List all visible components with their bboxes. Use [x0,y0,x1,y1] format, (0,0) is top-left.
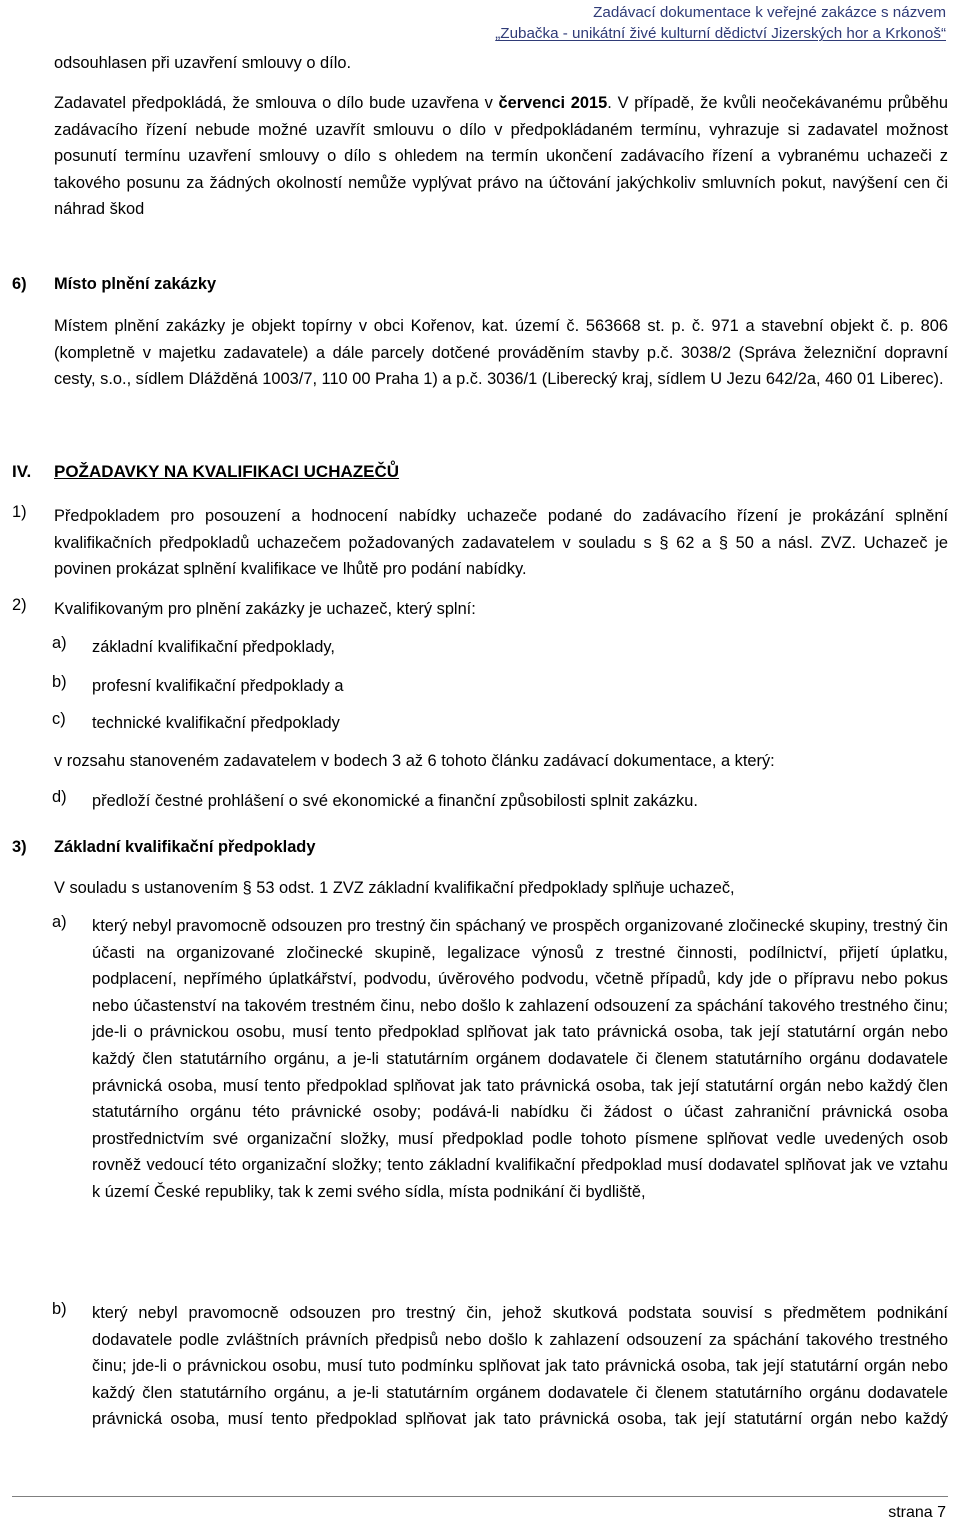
section-6-title: Místo plnění zakázky [54,275,217,293]
item-2-a-text: základní kvalifikační předpoklady, [92,638,335,656]
section-6-text: Místem plnění zakázky je objekt topírny v obci Kořenov, kat. území č. 563668 st. p. č. 971 a stavební objekt č. p. 806 (kompletně v majetku zadavatele) a dále parcely dotčené prováděním stavby p.č. 3038/2 (Správa železniční dopravní cesty, s.o., sídlem Dlážděná 1003/7, 110 00 Praha 1) a p.č. 3036/1 (Liberecký kraj, sídlem U Jezu 642/2a, 460 01 Liberec). [54,317,948,388]
paragraph-contract-date [54,90,948,223]
section-6-number: 6) [12,275,27,293]
contract-text-1: Zadavatel předpokládá, že smlouva o dílo bude uzavřena v [54,94,499,112]
item-3-b-label: b) [52,1300,67,1318]
contract-month: červenci 2015 [498,94,608,112]
item-3-intro: V souladu s ustanovením § 53 odst. 1 ZVZ základní kvalifikační předpoklady splňuje uchazeč, [54,879,735,897]
item-3-b-text: který nebyl pravomocně odsouzen pro trestný čin, jehož skutková podstata souvisí s předmětem podnikání dodavatele podle zvláštních právních předpisů nebo došlo k zahlazení odsouzení za spáchání takového trestného činu; jde-li o právnickou osobu, musí tuto podmínku splňovat jak tato právnická osoba, tak její statutární orgán nebo každý člen statutárního orgánu, a je-li statutárním orgánem dodavatele či členem statutárního orgánu dodavatele právnická osoba, musí tento předpoklad splňovat jak tato právnická osoba, tak její statutární orgán nebo každý [92,1304,948,1429]
item-2-d-text: předloží čestné prohlášení o své ekonomické a finanční způsobilosti splnit zakázku. [92,792,698,810]
item-2-scope: v rozsahu stanoveném zadavatelem v bodech 3 až 6 tohoto článku zadávací dokumentace, a který: [54,752,775,770]
item-2-d-label: d) [52,788,67,806]
header-line-1: Zadávací dokumentace k veřejné zakázce s názvem [593,4,946,21]
item-2-c-label: c) [52,710,66,728]
item-1-text: Předpokladem pro posouzení a hodnocení nabídky uchazeče podané do zadávacího řízení je prokázání splnění kvalifikačních předpokladů uchazečem požadovaných zadavatelem v souladu s § 62 a § 50 a násl. ZVZ. Uchazeč je povinen prokázat splnění kvalifikace ve lhůtě pro podání nabídky. [54,507,948,578]
item-3-number: 3) [12,838,27,856]
item-3-a-text: který nebyl pravomocně odsouzen pro trestný čin spáchaný ve prospěch organizované zločinecké skupiny, trestný čin účasti na organizované zločinecké skupině, legalizace výnosů z trestné činnosti, podílnictví, přijetí úplatku, podplacení, nepřímého úplatkářství, podvodu, úvěrového podvodu, včetně případů, kdy jde o přípravu nebo pokus nebo účastenství na takovém trestném činu, nebo došlo k zahlazení odsouzení za spáchání takového trestného činu; jde-li o právnickou osobu, musí tento předpoklad splňovat jak tato právnická osoba, tak její statutární orgán nebo každý člen statutárního orgánu, a je-li statutárním orgánem dodavatele či členem statutárního orgánu dodavatele právnická osoba, musí tento předpoklad splňovat jak tato právnická osoba, tak její statutární orgán nebo každý člen statutárního orgánu této právnické osoby; podává-li nabídku či žádost o účast zahraniční právnická osoba prostřednictvím své organizační složky, musí předpoklad podle tohoto písmene splňovat vedle uvedených osob rovněž vedoucí této organizační složky; tento základní kvalifikační předpoklad musí dodavatel splňovat jak ve vztahu k území České republiky, tak k zemi svého sídla, místa podnikání či bydliště, [92,917,948,1201]
page-number: strana 7 [888,1504,946,1521]
item-2-intro: Kvalifikovaným pro plnění zakázky je uchazeč, který splní: [54,600,476,618]
top-fragment: odsouhlasen při uzavření smlouvy o dílo. [54,54,352,72]
contract-text-2: . V případě, že kvůli neočekávanému průběhu zadávacího řízení nebude možné uzavřít smlouvu o dílo v předpokládaném termínu, vyhrazuje si zadavatel možnost posunutí termínu uzavření smlouvy o dílo s ohledem na termín ukončení zadávacího řízení a vybranému uchazeči z takového posunu za žádných okolností nemůže vyplývat právo na účtování jakýchkoliv smluvních pokut, navýšení cen či náhrad škod [54,94,948,218]
footer-divider [12,1496,948,1497]
item-2-c-text: technické kvalifikační předpoklady [92,714,340,732]
part-4-number: IV. [12,462,32,481]
item-2-b-text: profesní kvalifikační předpoklady a [92,677,344,695]
item-3-a-label: a) [52,913,67,931]
item-1-number: 1) [12,503,27,521]
item-3-title: Základní kvalifikační předpoklady [54,838,316,856]
item-2-a-label: a) [52,634,67,652]
header-line-2: „Zubačka - unikátní živé kulturní dědictví Jizerských hor a Krkonoš“ [495,25,946,42]
document-header [495,2,946,44]
part-4-title: POŽADAVKY NA KVALIFIKACI UCHAZEČŮ [54,462,400,481]
item-2-b-label: b) [52,673,67,691]
item-2-number: 2) [12,596,27,614]
